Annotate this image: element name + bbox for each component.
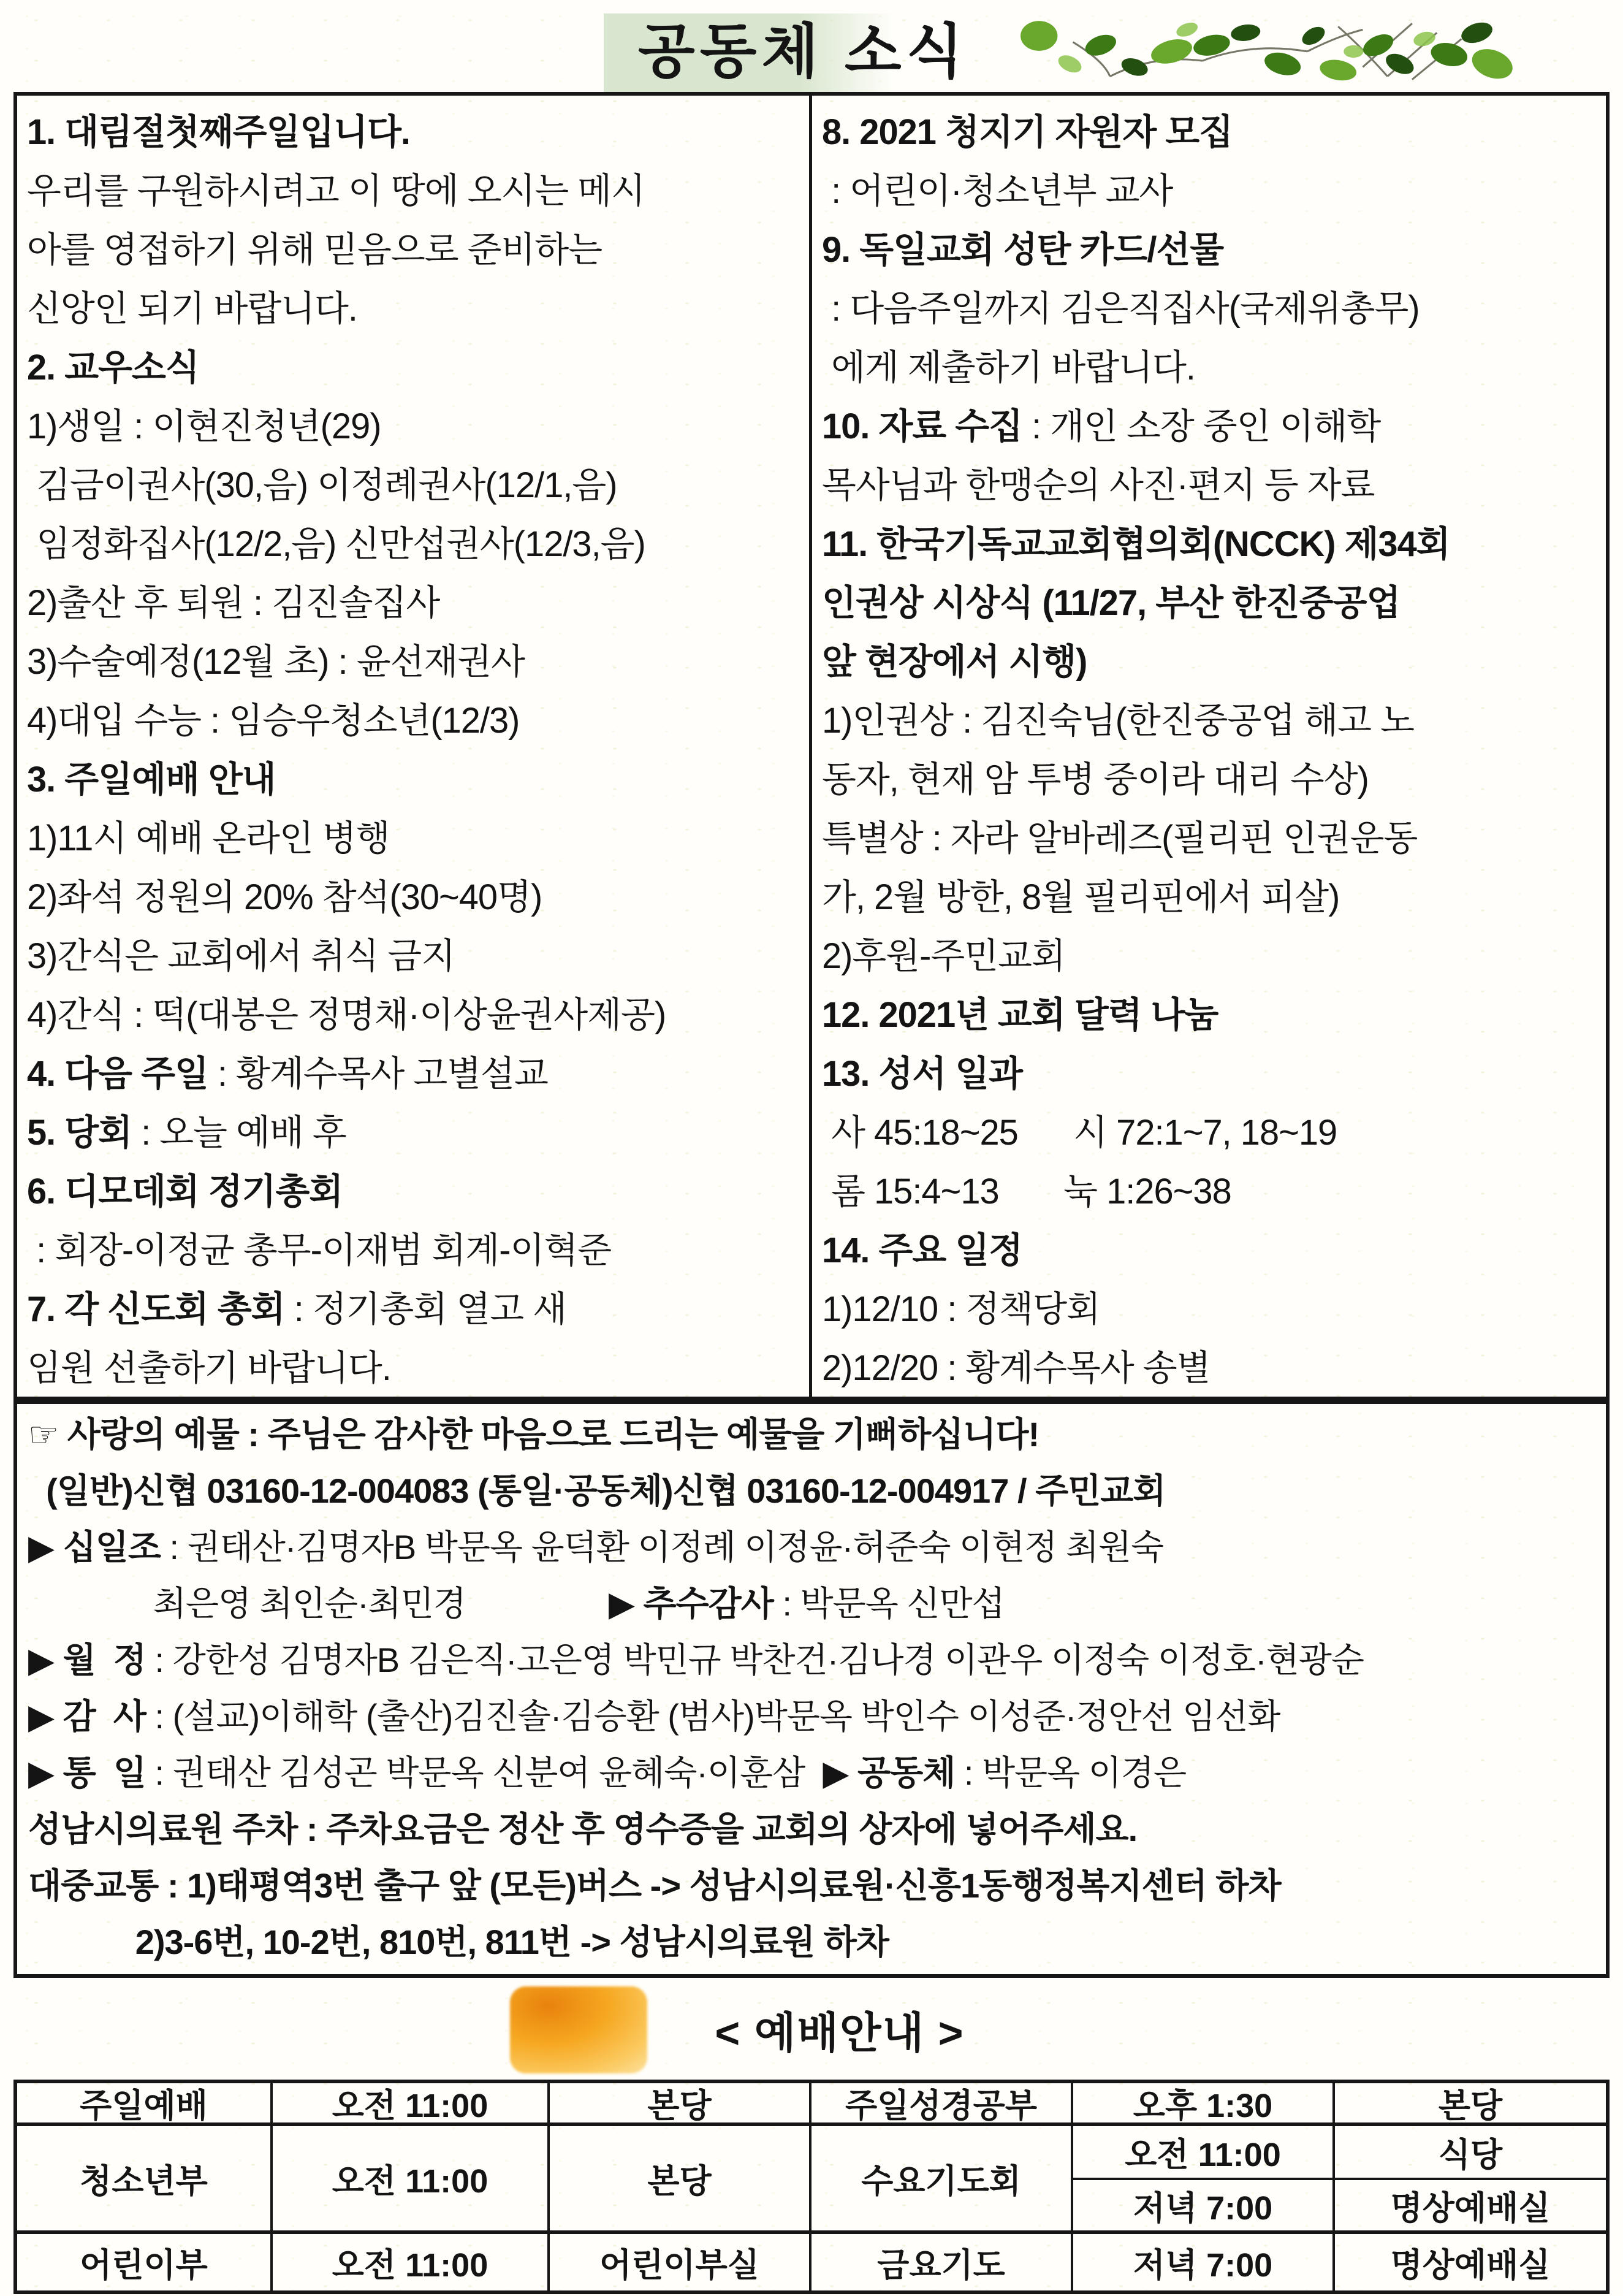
news-box — [13, 92, 1610, 1404]
text-line: 최은영 최인순·최민경 ▶ 추수감사 : 박문옥 신만섭 — [28, 1584, 1005, 1623]
text-line: ▶ 감 사 : (설교)이해학 (출산)김진솔·김승환 (범사)박문옥 박인수 이성준·정안선 임선화 — [28, 1697, 1280, 1736]
text-line: ▶ 통 일 : 권태산 김성곤 박문옥 신분여 윤혜숙·이훈삼 ▶ 공동체 : 박문옥 이경은 — [28, 1753, 1187, 1792]
worship-schedule-table — [13, 2080, 1610, 2294]
text-line: 인권상 시상식 (11/27, 부산 한진중공업 — [822, 583, 1401, 623]
cell-service-time: 오전 11:00 — [1073, 2126, 1335, 2180]
cell-service-place: 명상예배실 — [1390, 2246, 1551, 2284]
worship-guide-title: < 예배안내 > — [715, 2009, 965, 2057]
cell-service-place: 식당 — [1335, 2126, 1606, 2180]
text-line: : 다음주일까지 김은직집사(국제위총무) — [822, 289, 1420, 329]
cell-service-time: 오전 11:00 — [273, 2234, 550, 2290]
cell-service-place: 명상예배실 — [1335, 2180, 1606, 2234]
text-line: 3. 주일예배 안내 — [27, 760, 276, 799]
text-line: 2)후원-주민교회 — [822, 936, 1065, 976]
text-line: 3)수술예정(12월 초) : 윤선재권사 — [27, 642, 525, 682]
cell-service-time: 저녁 7:00 — [1073, 2234, 1335, 2290]
text-line: 앞 현장에서 시행) — [822, 642, 1087, 682]
text-line: 8. 2021 청지기 자원자 모집 — [822, 112, 1233, 152]
text-line: 특별상 : 자라 알바레즈(필리핀 인권운동 — [822, 818, 1418, 858]
text-line: 아를 영접하기 위해 믿음으로 준비하는 — [27, 230, 602, 270]
cell-service-time: 오전 11:00 — [273, 2126, 550, 2234]
offering-notes-box — [13, 1397, 1610, 1978]
text-line: 임원 선출하기 바랍니다. — [27, 1348, 391, 1388]
cell-service-name: 주일성경공부 — [812, 2083, 1073, 2126]
cell-service-time: 오전 11:00 — [273, 2083, 550, 2126]
text-line: (일반)신협 03160-12-004083 (통일·공동체)신협 03160-12-004917 / 주민교회 — [28, 1471, 1166, 1510]
leaf-decoration-icon — [1017, 17, 1517, 92]
text-line: 1)인권상 : 김진숙님(한진중공업 해고 노 — [822, 701, 1414, 741]
text-line: 1)12/10 : 정책당회 — [822, 1289, 1100, 1329]
watercolor-blob-icon — [510, 1986, 647, 2073]
text-line: 1)11시 예배 온라인 병행 — [27, 818, 390, 858]
text-line: 목사님과 한맹순의 사진·편지 등 자료 — [822, 465, 1375, 505]
text-line: 가, 2월 방한, 8월 필리핀에서 피살) — [822, 877, 1340, 917]
text-line: 성남시의료원 주차 : 주차요금은 정산 후 영수증을 교회의 상자에 넣어주세요. — [28, 1810, 1138, 1848]
cell-service-place: 본당 — [550, 2083, 812, 2126]
text-line: 롬 15:4~13 눅 1:26~38 — [822, 1172, 1231, 1211]
text-line: 임정화집사(12/2,음) 신만섭권사(12/3,음) — [27, 524, 645, 564]
text-line: 2)출산 후 퇴원 : 김진솔집사 — [27, 583, 440, 623]
text-line: ▶ 십일조 : 권태산·김명자B 박문옥 윤덕환 이정례 이정윤·허준숙 이현정 최원숙 — [28, 1528, 1164, 1566]
text-line: 신앙인 되기 바랍니다. — [27, 289, 357, 329]
text-line: 2)3-6번, 10-2번, 810번, 811번 -> 성남시의료원 하차 — [28, 1923, 889, 1961]
text-line: 4)대입 수능 : 임승우청소년(12/3) — [27, 701, 520, 741]
text-line: 10. 자료 수집 : 개인 소장 중인 이해학 — [822, 406, 1381, 446]
news-left-column — [17, 96, 812, 1400]
text-line: : 어린이·청소년부 교사 — [822, 171, 1173, 211]
cell-service-place: 어린이부실 — [550, 2234, 812, 2290]
text-line: 4. 다음 주일 : 황계수목사 고별설교 — [27, 1054, 548, 1094]
text-line: 대중교통 : 1)태평역3번 출구 앞 (모든)버스 -> 성남시의료원·신흥1동행정복지센터 하차 — [28, 1866, 1281, 1905]
text-line: 6. 디모데회 정기총회 — [27, 1172, 343, 1211]
text-line: 11. 한국기독교교회협의회(NCCK) 제34회 — [822, 524, 1450, 564]
text-line: 사 45:18~25 시 72:1~7, 18~19 — [822, 1113, 1337, 1153]
text-line: 7. 각 신도회 총회 : 정기총회 열고 새 — [27, 1289, 567, 1329]
cell-service-name: 어린이부 — [17, 2234, 273, 2290]
text-line: 2)12/20 : 황계수목사 송별 — [822, 1348, 1211, 1388]
text-line: 김금이권사(30,음) 이정례권사(12/1,음) — [27, 465, 617, 505]
page-title: 공동체 소식 — [604, 13, 995, 93]
cell-service-place: 본당 — [550, 2126, 812, 2234]
cell-service-time: 오후 1:30 — [1073, 2083, 1335, 2126]
text-line: ▶ 월 정 : 강한성 김명자B 김은직·고은영 박민규 박찬건·김나경 이관우 이정숙 이정호·현광순 — [28, 1641, 1364, 1679]
text-line: 우리를 구원하시려고 이 땅에 오시는 메시 — [27, 171, 645, 211]
text-line: 14. 주요 일정 — [822, 1230, 1023, 1270]
text-line: 5. 당회 : 오늘 예배 후 — [27, 1113, 346, 1153]
text-line: 13. 성서 일과 — [822, 1054, 1023, 1094]
page-header — [0, 7, 1623, 93]
text-line: : 회장-이정균 총무-이재범 회계-이혁준 — [27, 1230, 612, 1270]
cell-service-name: 청소년부 — [17, 2126, 273, 2234]
text-line: 12. 2021년 교회 달력 나눔 — [822, 995, 1218, 1035]
text-line: 3)간식은 교회에서 취식 금지 — [27, 936, 455, 976]
worship-guide-header — [0, 1981, 1623, 2080]
text-line: 1. 대림절첫째주일입니다. — [27, 112, 411, 152]
text-line: ☞ 사랑의 예물 : 주님은 감사한 마음으로 드리는 예물을 기뻐하십니다! — [28, 1415, 1040, 1454]
cell-service-place: 본당 — [1335, 2083, 1606, 2126]
offering-notes-lines — [17, 1400, 1606, 1970]
cell-service-name: 금요기도 — [812, 2234, 1073, 2290]
news-right-column — [812, 96, 1606, 1400]
cell-service-time: 저녁 7:00 — [1073, 2180, 1335, 2234]
text-line: 9. 독일교회 성탄 카드/선물 — [822, 230, 1224, 270]
text-line: 2. 교우소식 — [27, 348, 199, 387]
cell-service-name: 수요기도회 — [812, 2126, 1073, 2234]
text-line: 동자, 현재 암 투병 중이라 대리 수상) — [822, 760, 1369, 799]
text-line: 4)간식 : 떡(대봉은 정명채·이상윤권사제공) — [27, 995, 666, 1035]
text-line: 1)생일 : 이현진청년(29) — [27, 406, 381, 446]
cell-service-name: 주일예배 — [17, 2083, 273, 2126]
text-line: 에게 제출하기 바랍니다. — [822, 348, 1195, 387]
text-line: 2)좌석 정원의 20% 참석(30~40명) — [27, 877, 542, 917]
